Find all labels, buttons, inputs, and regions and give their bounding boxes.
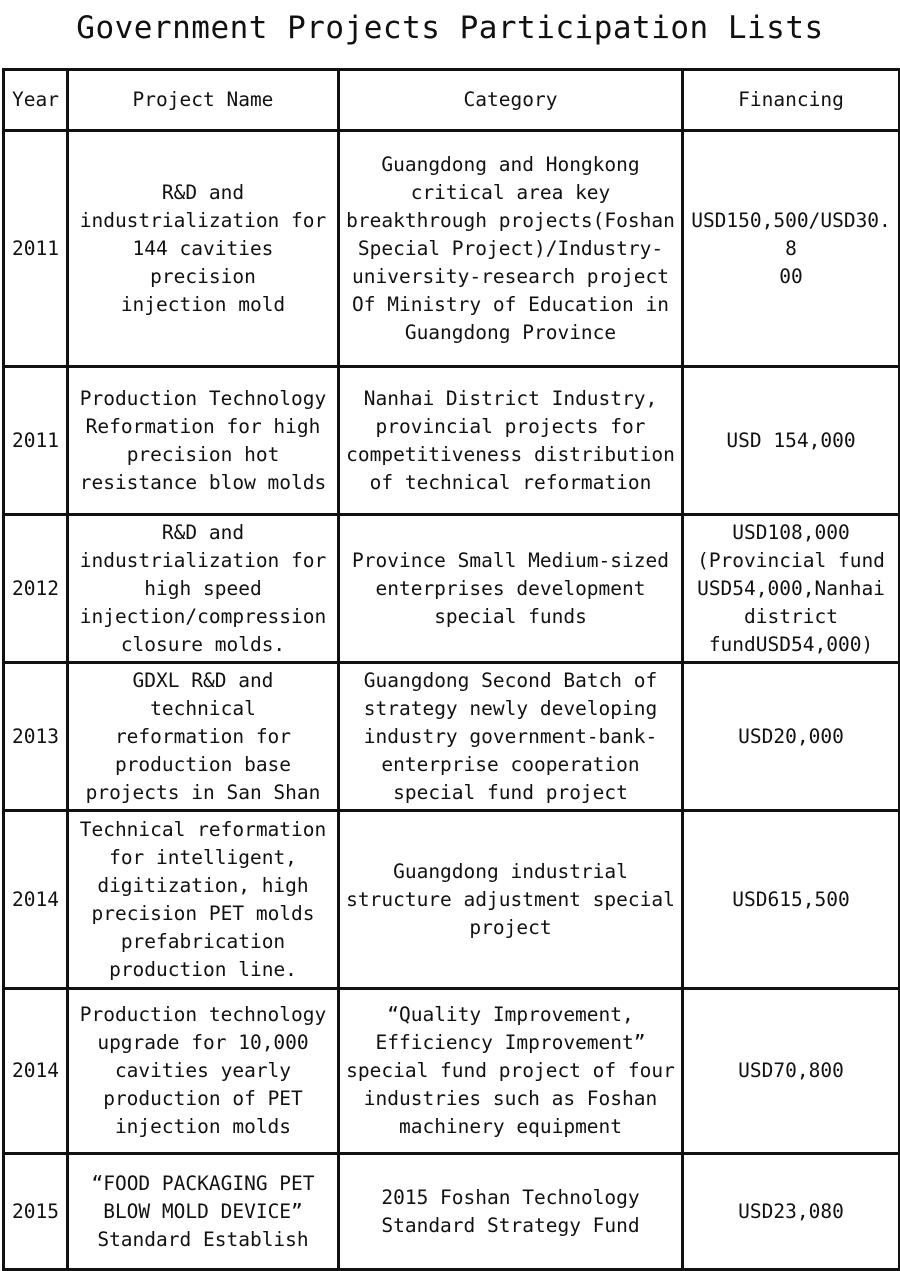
category-cell: Nanhai District Industry, provincial projects for competitiveness distribution of technical reformation — [339, 367, 683, 515]
project-name-cell: “FOOD PACKAGING PET BLOW MOLD DEVICE” Standard Establish — [68, 1154, 339, 1270]
financing-cell: USD108,000 (Provincial fund USD54,000,Nanhai district fundUSD54,000) — [683, 515, 900, 663]
project-name-cell: R&D and industrialization for 144 cavities precision injection mold — [68, 131, 339, 367]
year-cell: 2014 — [4, 811, 68, 989]
year-cell: 2011 — [4, 131, 68, 367]
header-category: Category — [339, 70, 683, 131]
year-cell: 2015 — [4, 1154, 68, 1270]
header-project-name: Project Name — [68, 70, 339, 131]
financing-cell: USD20,000 — [683, 663, 900, 811]
project-name-cell: Production technology upgrade for 10,000 cavities yearly production of PET injection molds — [68, 989, 339, 1154]
table-row — [4, 367, 900, 515]
category-cell: 2015 Foshan Technology Standard Strategy Fund — [339, 1154, 683, 1270]
project-name-cell: Technical reformation for intelligent, digitization, high precision PET molds prefabrication production line. — [68, 811, 339, 989]
header-financing: Financing — [683, 70, 900, 131]
table-row — [4, 515, 900, 663]
category-cell: Province Small Medium-sized enterprises development special funds — [339, 515, 683, 663]
financing-cell: USD615,500 — [683, 811, 900, 989]
year-cell: 2011 — [4, 367, 68, 515]
header-year: Year — [4, 70, 68, 131]
category-cell: Guangdong industrial structure adjustment special project — [339, 811, 683, 989]
category-cell: Guangdong Second Batch of strategy newly developing industry government-bank- enterprise cooperation special fund project — [339, 663, 683, 811]
table-header-row — [4, 70, 900, 131]
year-cell: 2012 — [4, 515, 68, 663]
table-row — [4, 131, 900, 367]
project-name-cell: R&D and industrialization for high speed injection/compression closure molds. — [68, 515, 339, 663]
financing-cell: USD70,800 — [683, 989, 900, 1154]
financing-cell: USD23,080 — [683, 1154, 900, 1270]
table-row — [4, 989, 900, 1154]
document-title: Government Projects Participation Lists — [76, 10, 824, 46]
category-cell: Guangdong and Hongkong critical area key breakthrough projects(Foshan Special Project)/Industry- university-research project Of Ministry of Education in Guangdong Province — [339, 131, 683, 367]
category-cell: “Quality Improvement, Efficiency Improvement” special fund project of four industries such as Foshan machinery equipment — [339, 989, 683, 1154]
year-cell: 2014 — [4, 989, 68, 1154]
project-name-cell: GDXL R&D and technical reformation for production base projects in San Shan — [68, 663, 339, 811]
financing-cell: USD 154,000 — [683, 367, 900, 515]
project-name-cell: Production Technology Reformation for high precision hot resistance blow molds — [68, 367, 339, 515]
projects-table — [2, 68, 900, 1271]
year-cell: 2013 — [4, 663, 68, 811]
financing-cell: USD150,500/USD30.8 00 — [683, 131, 900, 367]
table-row — [4, 811, 900, 989]
table-row — [4, 1154, 900, 1270]
table-row — [4, 663, 900, 811]
